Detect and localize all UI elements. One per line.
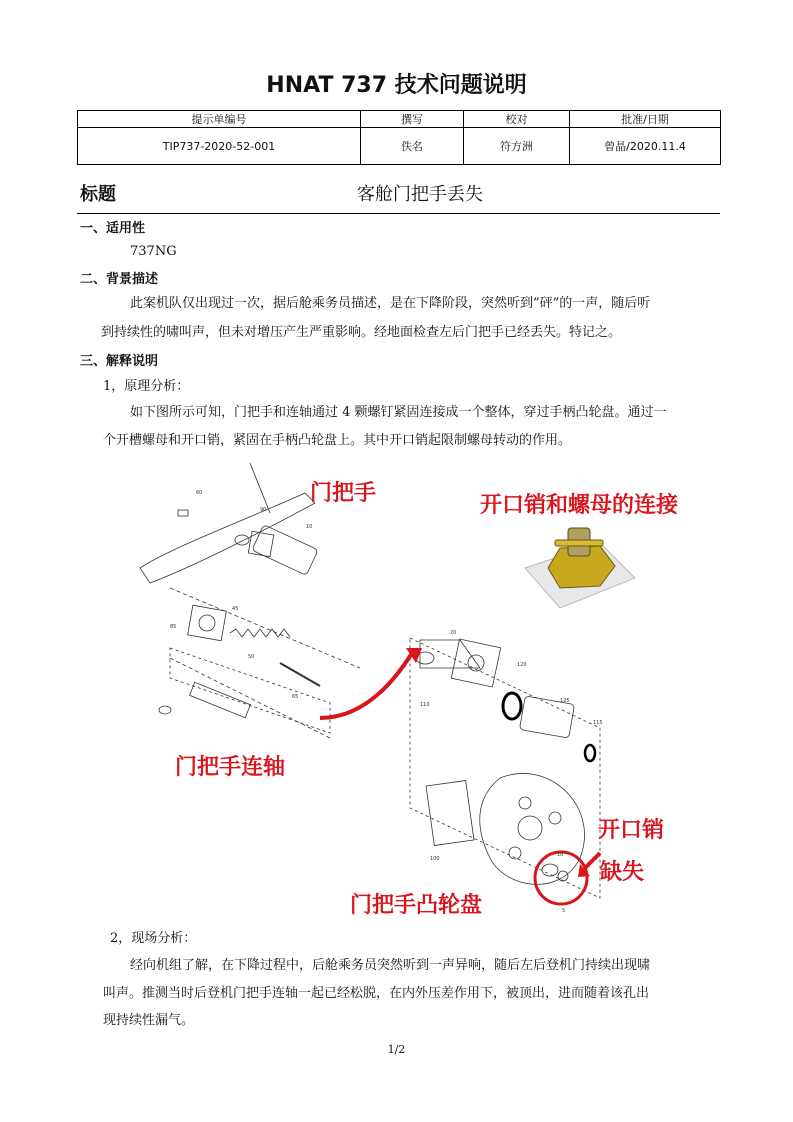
part-number: 125 [560, 698, 570, 704]
part-number: 100 [430, 856, 440, 862]
part-number: 10 [306, 524, 313, 530]
page-number: 1/2 [387, 1043, 406, 1056]
applicability-text: 737NG [130, 244, 177, 259]
background-line: 到持续性的啸叫声，但未对增压产生严重影响。经地面检查左后门把手已经丢失。特记之。 [101, 325, 622, 340]
part-number: 90 [260, 507, 267, 513]
meta-header-cell: 批准/日期 [570, 111, 721, 128]
principle-line: 个开槽螺母和开口销，紧固在手柄凸轮盘上。其中开口销起限制螺母转动的作用。 [103, 433, 572, 448]
handle-bushing [252, 525, 318, 576]
nut-photo [525, 528, 635, 608]
spring [230, 629, 290, 637]
part-number: 110 [420, 702, 430, 708]
annotation-handle: 门把手 [310, 481, 377, 506]
part-number: 50 [248, 654, 255, 660]
meta-value-row [78, 128, 721, 165]
meta-header-cell: 提示单编号 [78, 111, 361, 128]
subject-label: 标题 [80, 184, 116, 205]
principle-line: 如下图所示可知，门把手和连轴通过 4 颗螺钉紧固连接成一个整体，穿过手柄凸轮盘。通过一 [130, 405, 667, 420]
field-analysis-line: 经向机组了解，在下降过程中，后舱乘务员突然听到一声异响，随后左后登机门持续出现啸 [130, 958, 651, 973]
o-ring [503, 693, 521, 719]
part-number: 85 [170, 624, 177, 630]
background-line: 此案机队仅出现过一次，据后舱乘务员描述，是在下降阶段，突然听到”砰”的一声，随后听 [130, 296, 651, 311]
principle-subheading: 1，原理分析： [103, 379, 190, 394]
annotation-missing: 缺失 [600, 860, 645, 885]
meta-header-row [78, 111, 721, 128]
section-heading-explanation: 三、解释说明 [80, 354, 159, 369]
cam-backplate [426, 781, 474, 846]
meta-table [77, 110, 721, 165]
document-title: HNAT 737 技术问题说明 [266, 73, 527, 98]
part-number: 45 [232, 606, 239, 612]
annotation-cam: 门把手凸轮盘 [350, 893, 483, 918]
part-number: 10 [557, 852, 564, 858]
section-heading-background: 二、背景描述 [80, 272, 159, 287]
mounting-plate [188, 605, 227, 640]
author: 佚名 [361, 128, 464, 165]
section-heading-applicability: 一、适用性 [80, 221, 146, 236]
part-number: 5 [562, 908, 566, 914]
parts-diagram [130, 458, 700, 920]
small-ring [585, 745, 595, 761]
field-analysis-line: 叫声。推测当时后登机门把手连轴一起已经松脱，在内外压差作用下，被顶出，进而随着该孔出 [103, 986, 650, 1001]
subject-rule [77, 213, 720, 214]
field-analysis-subheading: 2，现场分析： [110, 931, 197, 946]
part-number: 115 [593, 720, 603, 726]
subject-value: 客舱门把手丢失 [357, 184, 483, 205]
annotation-cotter-nut: 开口销和螺母的连接 [480, 493, 679, 518]
cam-wheel [480, 773, 585, 884]
part-number: 65 [292, 694, 299, 700]
meta-header-cell: 撰写 [361, 111, 464, 128]
part-number: 60 [196, 490, 203, 496]
tip-number: TIP737-2020-52-001 [78, 128, 361, 165]
door-handle-lever [140, 493, 315, 583]
part-number: 20 [450, 630, 457, 636]
red-arrow [320, 653, 412, 718]
parts-diagram-figure [130, 458, 700, 920]
field-analysis-line: 现持续性漏气。 [103, 1013, 195, 1028]
approval-date: 曾晶/2020.11.4 [570, 128, 721, 165]
meta-header-cell: 校对 [464, 111, 570, 128]
part-number: 120 [517, 662, 527, 668]
annotation-cotter-pin: 开口销 [598, 818, 665, 843]
annotation-shaft: 门把手连轴 [175, 755, 286, 780]
proofreader: 符方洲 [464, 128, 570, 165]
